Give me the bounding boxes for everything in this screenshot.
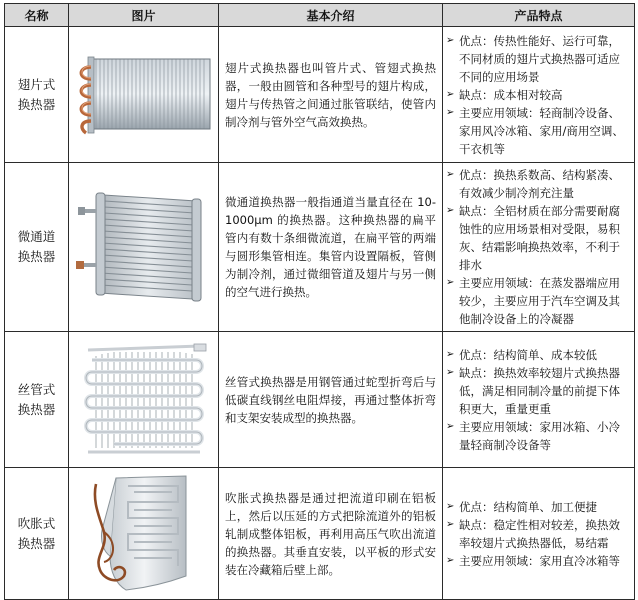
row-features <box>443 332 635 468</box>
feature-application: ➢ 主要应用领域：轻商制冷设备、家用风冷冰箱、家用/商用空调、干衣机等 <box>446 105 624 156</box>
finned-heat-exchanger-image <box>74 49 214 141</box>
row-features <box>443 163 635 332</box>
feature-application: ➢ 主要应用领域：家用直冷冰箱等 <box>446 553 620 568</box>
table-row <box>5 27 635 163</box>
row-image <box>69 332 219 468</box>
microchannel-heat-exchanger-image <box>74 187 214 307</box>
row-features <box>443 27 635 163</box>
feature-pro: ➢ 优点：换热系数高、结构紧凑、有效减少制冷剂充注量 <box>446 168 620 200</box>
row-name: 翅片式 换热器 <box>5 27 69 163</box>
row-features <box>443 468 635 600</box>
row-name: 丝管式 换热器 <box>5 332 69 468</box>
heat-exchanger-comparison-table <box>4 3 635 600</box>
table-row <box>5 163 635 332</box>
row-name: 微通道 换热器 <box>5 163 69 332</box>
header-features: 产品特点 <box>443 4 635 27</box>
header-row <box>5 4 635 27</box>
feature-pro: ➢ 优点：传热性能好、运行可靠，不同材质的翅片式换热器可适应不同的应用场景 <box>446 33 620 84</box>
header-name: 名称 <box>5 4 69 27</box>
feature-pro: ➢ 优点：结构简单、成本较低 <box>446 347 597 362</box>
row-description: 丝管式换热器是用钢管通过蛇型折弯后与低碳直线钢丝电阻焊接，再通过整体折弯和支架安装成型的换热器。 <box>219 332 443 468</box>
header-image: 图片 <box>69 4 219 27</box>
roll-bond-heat-exchanger-image <box>74 472 214 596</box>
table-row <box>5 468 635 600</box>
table-row <box>5 332 635 468</box>
row-description: 微通道换热器一般指通道当量直径在 10-1000μm 的换热器。这种换热器的扁平管内有数十条细微流道，在扁平管的两端与圆形集管相连。集管内设置隔板，管侧为制冷剂，通过微细管道及翅片与另一侧的空气进行换热。 <box>219 163 443 332</box>
row-image <box>69 27 219 163</box>
row-description: 翅片式换热器也叫管片式、管翅式换热器，一般由圆管和各种型号的翅片构成，翅片与传热管之间通过胀管联结，使管内制冷剂与管外空气高效换热。 <box>219 27 443 163</box>
header-description: 基本介绍 <box>219 4 443 27</box>
feature-pro: ➢ 优点：结构简单、加工便捷 <box>446 499 597 514</box>
wire-tube-heat-exchanger-image <box>74 340 214 460</box>
feature-application: ➢ 主要应用领域：家用冰箱、小冷量轻商制冷设备等 <box>446 419 620 452</box>
feature-application: ➢ 主要应用领域：在蒸发器端应用较少，主要应用于汽车空调及其他制冷设备上的冷凝器 <box>446 276 620 326</box>
row-image <box>69 163 219 332</box>
feature-con: ➢ 缺点：成本相对较高 <box>446 87 563 102</box>
feature-con: ➢ 缺点：换热效率较翅片式换热器低，满足相同制冷量的前提下体积更大，重量更重 <box>446 365 620 416</box>
feature-con: ➢ 缺点：稳定性相对较差，换热效率较翅片式换热器低，易结霜 <box>446 517 620 550</box>
row-name: 吹胀式 换热器 <box>5 468 69 600</box>
row-image <box>69 468 219 600</box>
feature-con: ➢ 缺点：全铝材质在部分需要耐腐蚀性的应用场景相对受限，易积灰、结霜影响换热效率，不利于排水 <box>446 204 620 272</box>
row-description: 吹胀式换热器是通过把流道印刷在铝板上，然后以压延的方式把除流道外的铝板轧制成整体铝板，再利用高压气吹出流道的换热器。其垂直安装，以平板的形式安装在冷藏箱后壁上部。 <box>219 468 443 600</box>
